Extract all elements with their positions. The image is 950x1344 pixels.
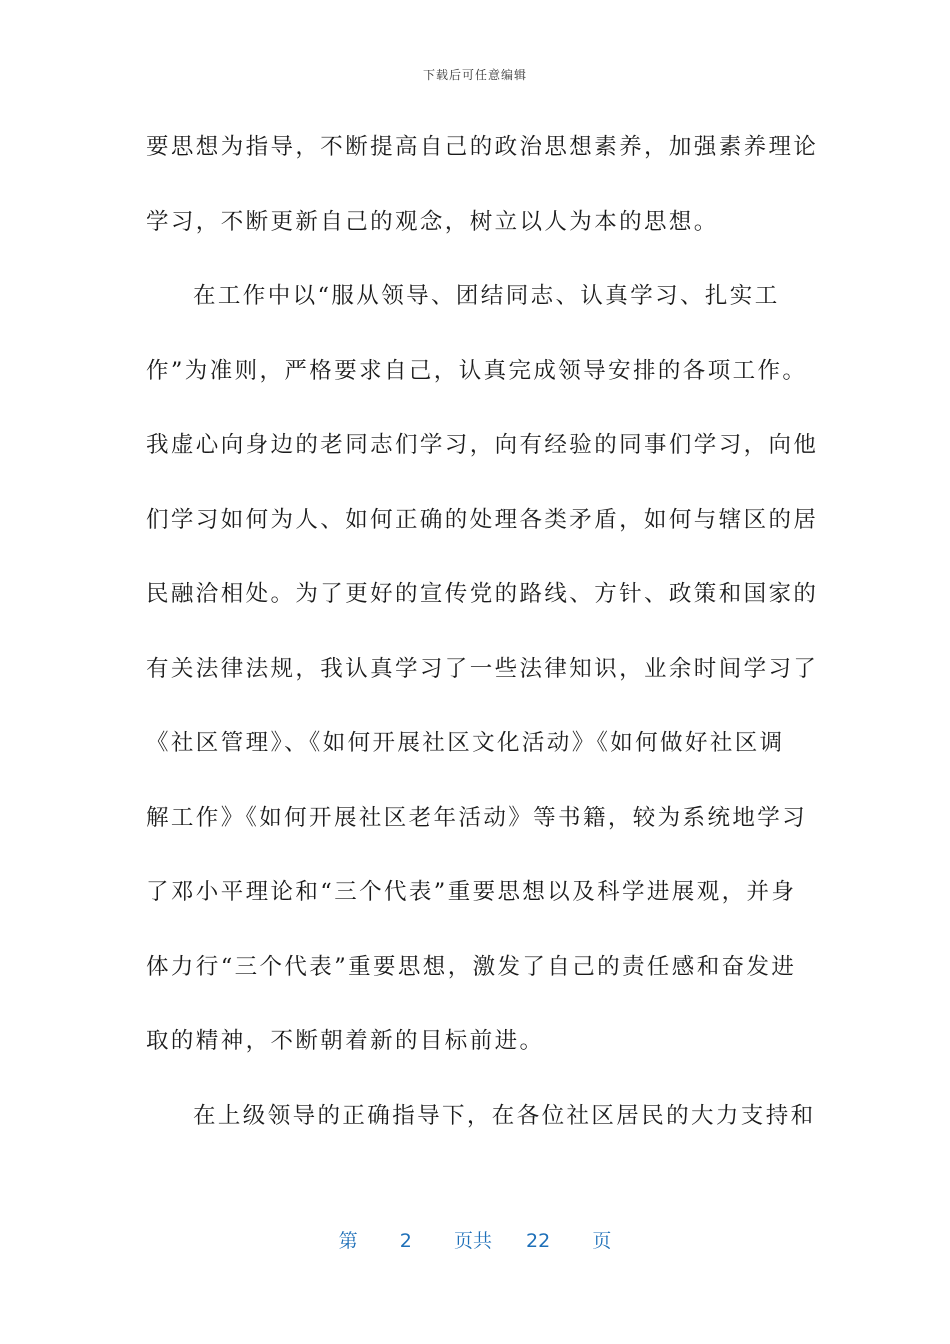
header-note: 下载后可任意编辑 [422,68,527,82]
text-line: 要思想为指导，不断提高自己的政治思想素养，加强素养理论 [146,134,819,160]
text-line: 学习，不断更新自己的观念，树立以人为本的思想。 [146,208,719,235]
current-page-number: 2 [399,1230,412,1252]
text-line: 们学习如何为人、如何正确的处理各类矛盾，如何与辖区的居 [146,506,819,533]
text-line: 《社区管理》、《如何开展社区文化活动》《如何做好社区调 [146,730,785,756]
document-body [146,118,819,1161]
paragraph-start-line: 在工作中以“服从领导、团结同志、认真学习、扎实工 [193,283,780,309]
footer-ye: 页 [592,1230,612,1252]
text-line: 作”为准则，严格要求自己，认真完成领导安排的各项工作。 [146,357,808,384]
text-line: 了邓小平理论和“三个代表”重要思想以及科学进展观，并身 [146,879,797,905]
footer-di: 第 [338,1230,358,1252]
text-line: 我虚心向身边的老同志们学习，向有经验的同事们学习，向他 [146,432,819,458]
text-line: 解工作》《如何开展社区老年活动》等书籍，较为系统地学习 [146,804,808,831]
text-line: 有关法律法规，我认真学习了一些法律知识，业余时间学习了 [146,655,819,682]
text-line: 民融洽相处。为了更好的宣传党的路线、方针、政策和国家的 [146,581,819,607]
total-pages: 22 [526,1230,551,1252]
page-footer [0,1226,950,1253]
text-line: 体力行“三个代表”重要思想，激发了自己的责任感和奋发进 [146,953,797,980]
text-line: 取的精神，不断朝着新的目标前进。 [146,1028,545,1054]
footer-ye-gong: 页共 [453,1230,492,1252]
paragraph-start-line: 在上级领导的正确指导下，在各位社区居民的大力支持和 [193,1102,816,1129]
